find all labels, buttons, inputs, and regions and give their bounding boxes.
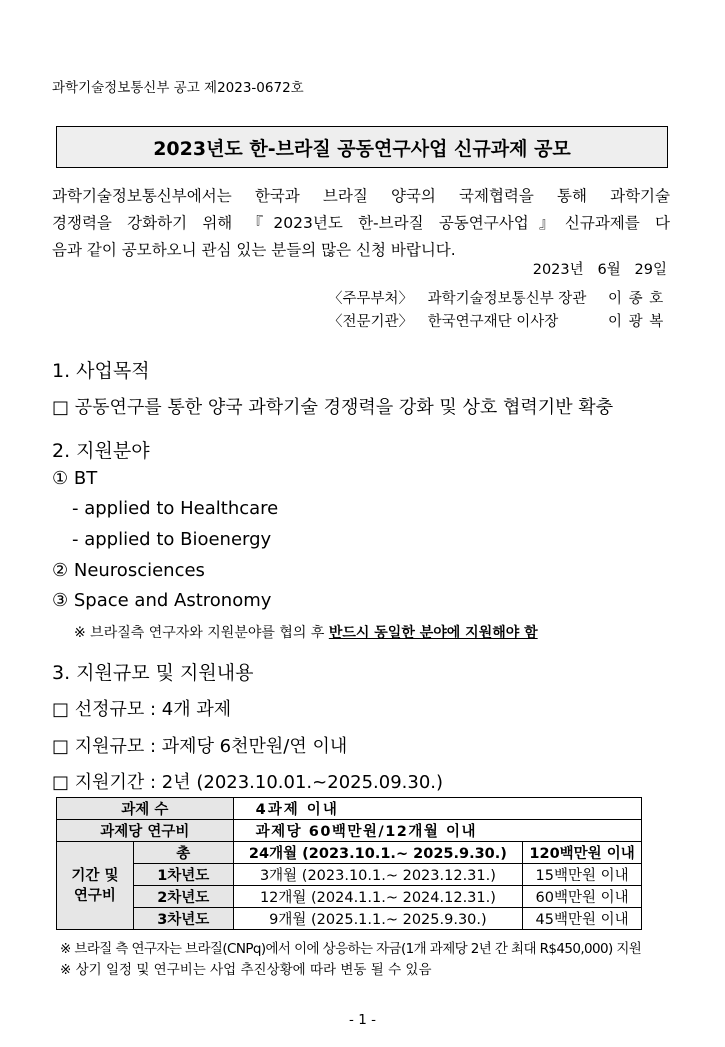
footnote-schedule: ※ 상기 일정 및 연구비는 사업 추진상황에 따라 변동 될 수 있음 [60,962,432,978]
signatory-2 [328,310,558,331]
intro-paragraph [52,183,670,264]
table-row [57,842,642,864]
announcement-date: 2023년 6월 29일 [532,262,667,278]
intro-line: 음과 같이 공모하오니 관심 있는 분들의 많은 신청 바랍니다. [52,241,456,259]
notice-number: 과학기술정보통신부 공고 제2023-0672호 [52,80,304,96]
page-number: - 1 - [349,1012,376,1028]
signatory-role: 〈주무부처〉 [328,291,414,307]
footnote-funding: ※ 브라질 측 연구자는 브라질(CNPq)에서 이에 상응하는 자금(1개 과제당 2년 간 최대 R$450,000) 지원 [60,941,642,957]
support-table [56,797,642,930]
period-budget-label: 기간 및 연구비 [57,842,134,930]
signatory-org: 한국연구재단 이사장 [427,314,559,330]
table-row [57,798,642,820]
section-1-heading: 1. 사업목적 [52,360,150,382]
row-amount: 120백만원 이내 [523,842,642,864]
field-bt-sub-bioenergy: - applied to Bioenergy [72,529,272,550]
note-emphasis: 반드시 동일한 분야에 지원해야 함 [328,625,538,641]
row-label: 1차년도 [133,864,233,886]
tasks-value: 4과제 이내 [233,798,641,820]
section-2-note [74,622,538,642]
row-label: 3차년도 [133,908,233,930]
row-label: 총 [133,842,233,864]
note-text: ※ 브라질측 연구자와 지원분야를 협의 후 [74,625,329,641]
support-period: □ 지원기간 : 2년 (2023.10.01.~2025.09.30.) [52,772,444,793]
field-neurosciences: ② Neurosciences [52,560,205,581]
row-amount: 60백만원 이내 [523,886,642,908]
section-2-heading: 2. 지원분야 [52,440,150,462]
signatory-role: 〈전문기관〉 [328,314,414,330]
signatory-2-name: 이 광 복 [608,314,664,330]
field-space-astronomy: ③ Space and Astronomy [52,590,272,611]
row-period: 24개월 (2023.10.1.~ 2025.9.30.) [233,842,523,864]
document-title: 2023년도 한-브라질 공동연구사업 신규과제 공모 [153,137,571,160]
budget-value: 과제당 60백만원/12개월 이내 [233,820,641,842]
table-row [57,908,642,930]
table-row [57,820,642,842]
support-scale: □ 지원규모 : 과제당 6천만원/연 이내 [52,736,348,757]
budget-label: 과제당 연구비 [57,820,234,842]
table-row [57,886,642,908]
row-amount: 45백만원 이내 [523,908,642,930]
section-1-item: □ 공동연구를 통한 양국 과학기술 경쟁력을 강화 및 상호 협력기반 확충 [52,397,614,418]
signatory-org: 과학기술정보통신부 장관 [427,291,587,307]
intro-line: 경쟁력을 강화하기 위해 『2023년도 한-브라질 공동연구사업』신규과제를 다 [52,214,670,232]
intro-line: 과학기술정보통신부에서는 한국과 브라질 양국의 국제협력을 통해 과학기술 [52,187,670,205]
selection-scale: □ 선정규모 : 4개 과제 [52,699,232,720]
row-period: 9개월 (2025.1.1.~ 2025.9.30.) [233,908,523,930]
field-bt-sub-healthcare: - applied to Healthcare [72,498,279,519]
section-3-heading: 3. 지원규모 및 지원내용 [52,662,254,684]
row-amount: 15백만원 이내 [523,864,642,886]
signatory-1 [328,287,586,308]
row-period: 12개월 (2024.1.1.~ 2024.12.31.) [233,886,523,908]
table-row [57,864,642,886]
row-label: 2차년도 [133,886,233,908]
row-period: 3개월 (2023.10.1.~ 2023.12.31.) [233,864,523,886]
field-bt: ① BT [52,468,98,489]
title-box [56,126,668,168]
signatory-1-name: 이 종 호 [608,291,664,307]
tasks-label: 과제 수 [57,798,234,820]
